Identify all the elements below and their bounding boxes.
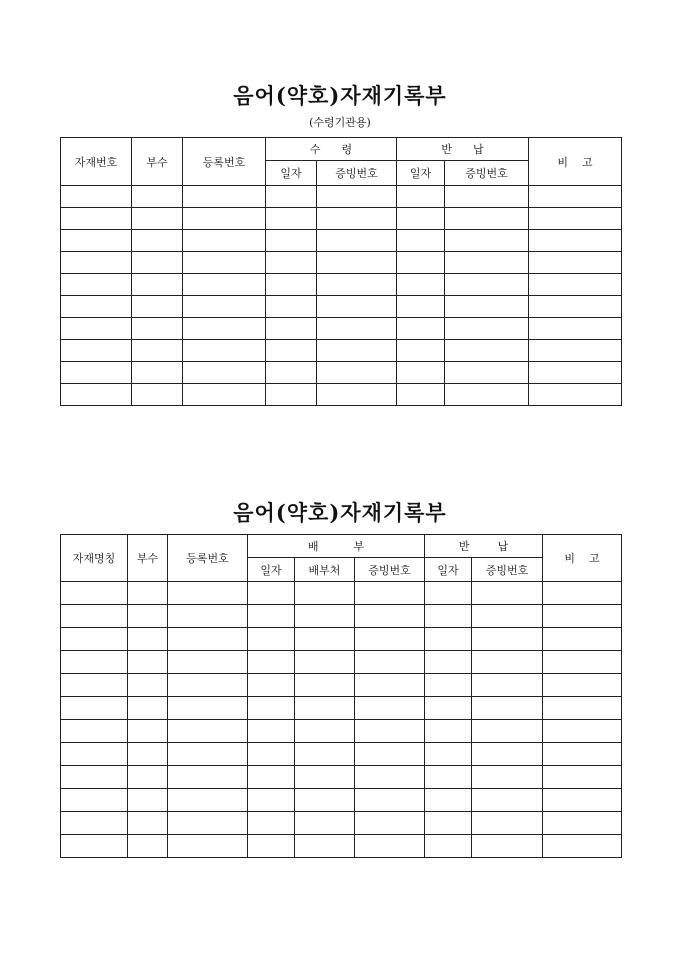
form1-cell[interactable] <box>529 296 622 318</box>
form2-cell[interactable] <box>543 743 622 766</box>
form1-row <box>61 252 622 274</box>
form1-header-reg-no: 등록번호 <box>183 138 266 186</box>
form2-cell[interactable] <box>425 743 472 766</box>
form2-cell[interactable] <box>61 697 128 720</box>
form2-cell[interactable] <box>543 766 622 789</box>
form2-header-return: 반 납 <box>425 535 543 558</box>
form2-cell[interactable] <box>168 766 248 789</box>
form2-row <box>61 582 622 605</box>
form2-row <box>61 720 622 743</box>
form2-cell[interactable] <box>61 812 128 835</box>
form1-row <box>61 318 622 340</box>
form1-cell[interactable] <box>445 186 529 208</box>
form1-header-remark: 비 고 <box>529 138 622 186</box>
form2-header-copies: 부수 <box>128 535 168 582</box>
form2-cell[interactable] <box>248 743 295 766</box>
form1-cell[interactable] <box>529 318 622 340</box>
form1-cell[interactable] <box>397 186 445 208</box>
form1-header-proof-return: 증빙번호 <box>445 161 529 186</box>
form2-row <box>61 605 622 628</box>
form2-cell[interactable] <box>543 720 622 743</box>
form2-cell[interactable] <box>543 651 622 674</box>
form2-row <box>61 789 622 812</box>
form1-cell[interactable] <box>445 340 529 362</box>
form2-cell[interactable] <box>355 628 425 651</box>
form1-cell[interactable] <box>445 230 529 252</box>
form2-cell[interactable] <box>61 766 128 789</box>
form2-cell[interactable] <box>248 582 295 605</box>
form2-cell[interactable] <box>355 605 425 628</box>
form1-cell[interactable] <box>266 208 317 230</box>
form1-cell[interactable] <box>317 296 397 318</box>
form1-cell[interactable] <box>445 384 529 406</box>
form2-cell[interactable] <box>355 582 425 605</box>
form1-cell[interactable] <box>445 208 529 230</box>
form2-cell[interactable] <box>295 789 355 812</box>
form2-table <box>60 534 622 858</box>
form2-cell[interactable] <box>128 582 168 605</box>
form1-cell[interactable] <box>266 274 317 296</box>
form1-cell[interactable] <box>266 318 317 340</box>
form2-cell[interactable] <box>61 743 128 766</box>
form2-cell[interactable] <box>295 812 355 835</box>
form1-row <box>61 274 622 296</box>
form2-cell[interactable] <box>472 697 543 720</box>
form1-header-copies: 부수 <box>132 138 183 186</box>
form1-header-date-return: 일자 <box>397 161 445 186</box>
form2-row <box>61 651 622 674</box>
form2-cell[interactable] <box>543 835 622 858</box>
form2-row <box>61 766 622 789</box>
form1-cell[interactable] <box>397 362 445 384</box>
form2-cell[interactable] <box>355 812 425 835</box>
form1-title: 음어(약호)자재기록부 <box>233 83 447 108</box>
form2-cell[interactable] <box>472 720 543 743</box>
form1-cell[interactable] <box>529 340 622 362</box>
form2-cell[interactable] <box>168 835 248 858</box>
form2-cell[interactable] <box>128 835 168 858</box>
form2-header-proof-distribute: 증빙번호 <box>355 558 425 582</box>
form2-cell[interactable] <box>355 720 425 743</box>
form2-row <box>61 812 622 835</box>
form2-header-date-return: 일자 <box>425 558 472 582</box>
form1-cell[interactable] <box>266 252 317 274</box>
form2-cell[interactable] <box>128 697 168 720</box>
form1-cell[interactable] <box>132 362 183 384</box>
form1-cell[interactable] <box>397 384 445 406</box>
form1-cell[interactable] <box>183 274 266 296</box>
form1-cell[interactable] <box>183 340 266 362</box>
form2-cell[interactable] <box>355 789 425 812</box>
form1-cell[interactable] <box>61 186 132 208</box>
form2-cell[interactable] <box>472 674 543 697</box>
form1-row <box>61 186 622 208</box>
form2-cell[interactable] <box>168 582 248 605</box>
form2-cell[interactable] <box>295 674 355 697</box>
form1-cell[interactable] <box>317 384 397 406</box>
form1-cell[interactable] <box>445 274 529 296</box>
form2-cell[interactable] <box>61 835 128 858</box>
form2-cell[interactable] <box>355 697 425 720</box>
form1-body <box>61 186 622 406</box>
form1-header-material-no: 자재번호 <box>61 138 132 186</box>
form1-cell[interactable] <box>317 318 397 340</box>
form2-cell[interactable] <box>61 720 128 743</box>
form2-cell[interactable] <box>248 789 295 812</box>
form2-cell[interactable] <box>248 697 295 720</box>
form2-cell[interactable] <box>168 605 248 628</box>
form2-cell[interactable] <box>472 628 543 651</box>
form2-cell[interactable] <box>472 743 543 766</box>
form2-cell[interactable] <box>128 743 168 766</box>
form2-cell[interactable] <box>61 582 128 605</box>
form1-cell[interactable] <box>317 340 397 362</box>
form1-row <box>61 296 622 318</box>
form2-cell[interactable] <box>248 628 295 651</box>
form1-row <box>61 230 622 252</box>
form2-row <box>61 743 622 766</box>
form2-cell[interactable] <box>61 651 128 674</box>
form2-cell[interactable] <box>295 766 355 789</box>
form1-cell[interactable] <box>183 318 266 340</box>
form2-cell[interactable] <box>295 697 355 720</box>
form1-row <box>61 340 622 362</box>
form2-cell[interactable] <box>543 605 622 628</box>
form1-cell[interactable] <box>266 186 317 208</box>
form1-cell[interactable] <box>397 296 445 318</box>
form2-header-place: 배부처 <box>295 558 355 582</box>
form2-cell[interactable] <box>425 720 472 743</box>
form1-header-receive: 수 령 <box>266 138 397 161</box>
form2-cell[interactable] <box>472 605 543 628</box>
form1-cell[interactable] <box>132 384 183 406</box>
form1-cell[interactable] <box>132 274 183 296</box>
form1-cell[interactable] <box>317 252 397 274</box>
form1-cell[interactable] <box>132 186 183 208</box>
form2-cell[interactable] <box>425 789 472 812</box>
form1-cell[interactable] <box>397 208 445 230</box>
form1-cell[interactable] <box>397 274 445 296</box>
form2-header-reg-no: 등록번호 <box>168 535 248 582</box>
form1-cell[interactable] <box>183 362 266 384</box>
form1-header-proof-receive: 증빙번호 <box>317 161 397 186</box>
form2-cell[interactable] <box>295 743 355 766</box>
form2-cell[interactable] <box>543 582 622 605</box>
form2-cell[interactable] <box>61 605 128 628</box>
form2-header-material-name: 자재명칭 <box>61 535 128 582</box>
form2-row <box>61 628 622 651</box>
form2-cell[interactable] <box>543 674 622 697</box>
form2-cell[interactable] <box>128 766 168 789</box>
form2-cell[interactable] <box>472 789 543 812</box>
form2-cell[interactable] <box>128 789 168 812</box>
form2-cell[interactable] <box>61 674 128 697</box>
form1-cell[interactable] <box>397 252 445 274</box>
form2-cell[interactable] <box>472 651 543 674</box>
form1-cell[interactable] <box>317 208 397 230</box>
form1-cell[interactable] <box>61 230 132 252</box>
form1-cell[interactable] <box>61 208 132 230</box>
form2-row <box>61 697 622 720</box>
form1-cell[interactable] <box>61 252 132 274</box>
form1-cell[interactable] <box>61 340 132 362</box>
form1-cell[interactable] <box>183 208 266 230</box>
form1-cell[interactable] <box>266 384 317 406</box>
form2-cell[interactable] <box>248 651 295 674</box>
form2-cell[interactable] <box>128 720 168 743</box>
form2-cell[interactable] <box>168 628 248 651</box>
form1-cell[interactable] <box>529 384 622 406</box>
form2-cell[interactable] <box>472 835 543 858</box>
form2-header-remark: 비 고 <box>543 535 622 582</box>
form2-cell[interactable] <box>472 766 543 789</box>
form1-subtitle: (수령기관용) <box>309 116 371 129</box>
form1-cell[interactable] <box>61 318 132 340</box>
form2-cell[interactable] <box>472 812 543 835</box>
form1-cell[interactable] <box>132 208 183 230</box>
form1-table <box>60 137 622 406</box>
form2-cell[interactable] <box>61 628 128 651</box>
form2-cell[interactable] <box>355 766 425 789</box>
form2-cell[interactable] <box>472 582 543 605</box>
form2-cell[interactable] <box>248 766 295 789</box>
form2-cell[interactable] <box>248 720 295 743</box>
form1-cell[interactable] <box>132 230 183 252</box>
form2-cell[interactable] <box>295 720 355 743</box>
form1-header-return: 반 납 <box>397 138 529 161</box>
form2-cell[interactable] <box>128 605 168 628</box>
form1-cell[interactable] <box>317 274 397 296</box>
form1-cell[interactable] <box>529 362 622 384</box>
form2-cell[interactable] <box>168 743 248 766</box>
form1-cell[interactable] <box>183 230 266 252</box>
form2-cell[interactable] <box>168 812 248 835</box>
form2-cell[interactable] <box>128 812 168 835</box>
form1-cell[interactable] <box>397 318 445 340</box>
form1-row <box>61 362 622 384</box>
form2-cell[interactable] <box>168 651 248 674</box>
form2-cell[interactable] <box>248 674 295 697</box>
form1-cell[interactable] <box>132 296 183 318</box>
form2-cell[interactable] <box>128 651 168 674</box>
form2-header-proof-return: 증빙번호 <box>472 558 543 582</box>
form1-cell[interactable] <box>529 230 622 252</box>
form2-cell[interactable] <box>61 789 128 812</box>
form1-cell[interactable] <box>183 186 266 208</box>
form2-cell[interactable] <box>168 697 248 720</box>
form1-cell[interactable] <box>445 362 529 384</box>
form2-cell[interactable] <box>248 812 295 835</box>
form2-cell[interactable] <box>425 766 472 789</box>
form2-cell[interactable] <box>248 605 295 628</box>
form2-cell[interactable] <box>168 720 248 743</box>
form2-cell[interactable] <box>543 697 622 720</box>
form1-cell[interactable] <box>445 252 529 274</box>
form1-cell[interactable] <box>266 340 317 362</box>
form1-cell[interactable] <box>183 384 266 406</box>
form2-cell[interactable] <box>295 605 355 628</box>
form1-cell[interactable] <box>529 186 622 208</box>
form2-cell[interactable] <box>425 651 472 674</box>
form2-cell[interactable] <box>425 697 472 720</box>
form1-cell[interactable] <box>266 230 317 252</box>
form2-header-date-distribute: 일자 <box>248 558 295 582</box>
form2-cell[interactable] <box>295 628 355 651</box>
form1-cell[interactable] <box>183 252 266 274</box>
form2-cell[interactable] <box>355 835 425 858</box>
form1-header-date-receive: 일자 <box>266 161 317 186</box>
form1-cell[interactable] <box>183 296 266 318</box>
form2-cell[interactable] <box>295 582 355 605</box>
form2-cell[interactable] <box>425 674 472 697</box>
form2-cell[interactable] <box>543 789 622 812</box>
form1-cell[interactable] <box>317 230 397 252</box>
form1-cell[interactable] <box>529 208 622 230</box>
form2-row <box>61 674 622 697</box>
form2-title: 음어(약호)자재기록부 <box>233 500 447 525</box>
form1-cell[interactable] <box>132 252 183 274</box>
form1-cell[interactable] <box>317 362 397 384</box>
form1-cell[interactable] <box>445 296 529 318</box>
form2-cell[interactable] <box>248 835 295 858</box>
form1-cell[interactable] <box>397 340 445 362</box>
form1-row <box>61 208 622 230</box>
form2-cell[interactable] <box>295 835 355 858</box>
form2-cell[interactable] <box>425 582 472 605</box>
form1-cell[interactable] <box>132 340 183 362</box>
form2-cell[interactable] <box>355 674 425 697</box>
form2-cell[interactable] <box>355 743 425 766</box>
form1-cell[interactable] <box>61 296 132 318</box>
form1-row <box>61 384 622 406</box>
form1-cell[interactable] <box>445 318 529 340</box>
form1-cell[interactable] <box>266 362 317 384</box>
form1-cell[interactable] <box>61 384 132 406</box>
form2-cell[interactable] <box>425 628 472 651</box>
form2-cell[interactable] <box>128 628 168 651</box>
form2-cell[interactable] <box>295 651 355 674</box>
form1-cell[interactable] <box>529 274 622 296</box>
form2-cell[interactable] <box>425 605 472 628</box>
form2-cell[interactable] <box>543 812 622 835</box>
form2-cell[interactable] <box>355 651 425 674</box>
form1-cell[interactable] <box>266 296 317 318</box>
form1-cell[interactable] <box>397 230 445 252</box>
form1-cell[interactable] <box>61 274 132 296</box>
form1-cell[interactable] <box>317 186 397 208</box>
form2-header-distribute: 배 부 <box>248 535 425 558</box>
form2-cell[interactable] <box>168 789 248 812</box>
form1-cell[interactable] <box>61 362 132 384</box>
form2-cell[interactable] <box>425 812 472 835</box>
form1-cell[interactable] <box>132 318 183 340</box>
form2-row <box>61 835 622 858</box>
form2-cell[interactable] <box>425 835 472 858</box>
form1-cell[interactable] <box>529 252 622 274</box>
form2-cell[interactable] <box>543 628 622 651</box>
form2-cell[interactable] <box>168 674 248 697</box>
form2-body <box>61 582 622 858</box>
form2-cell[interactable] <box>128 674 168 697</box>
